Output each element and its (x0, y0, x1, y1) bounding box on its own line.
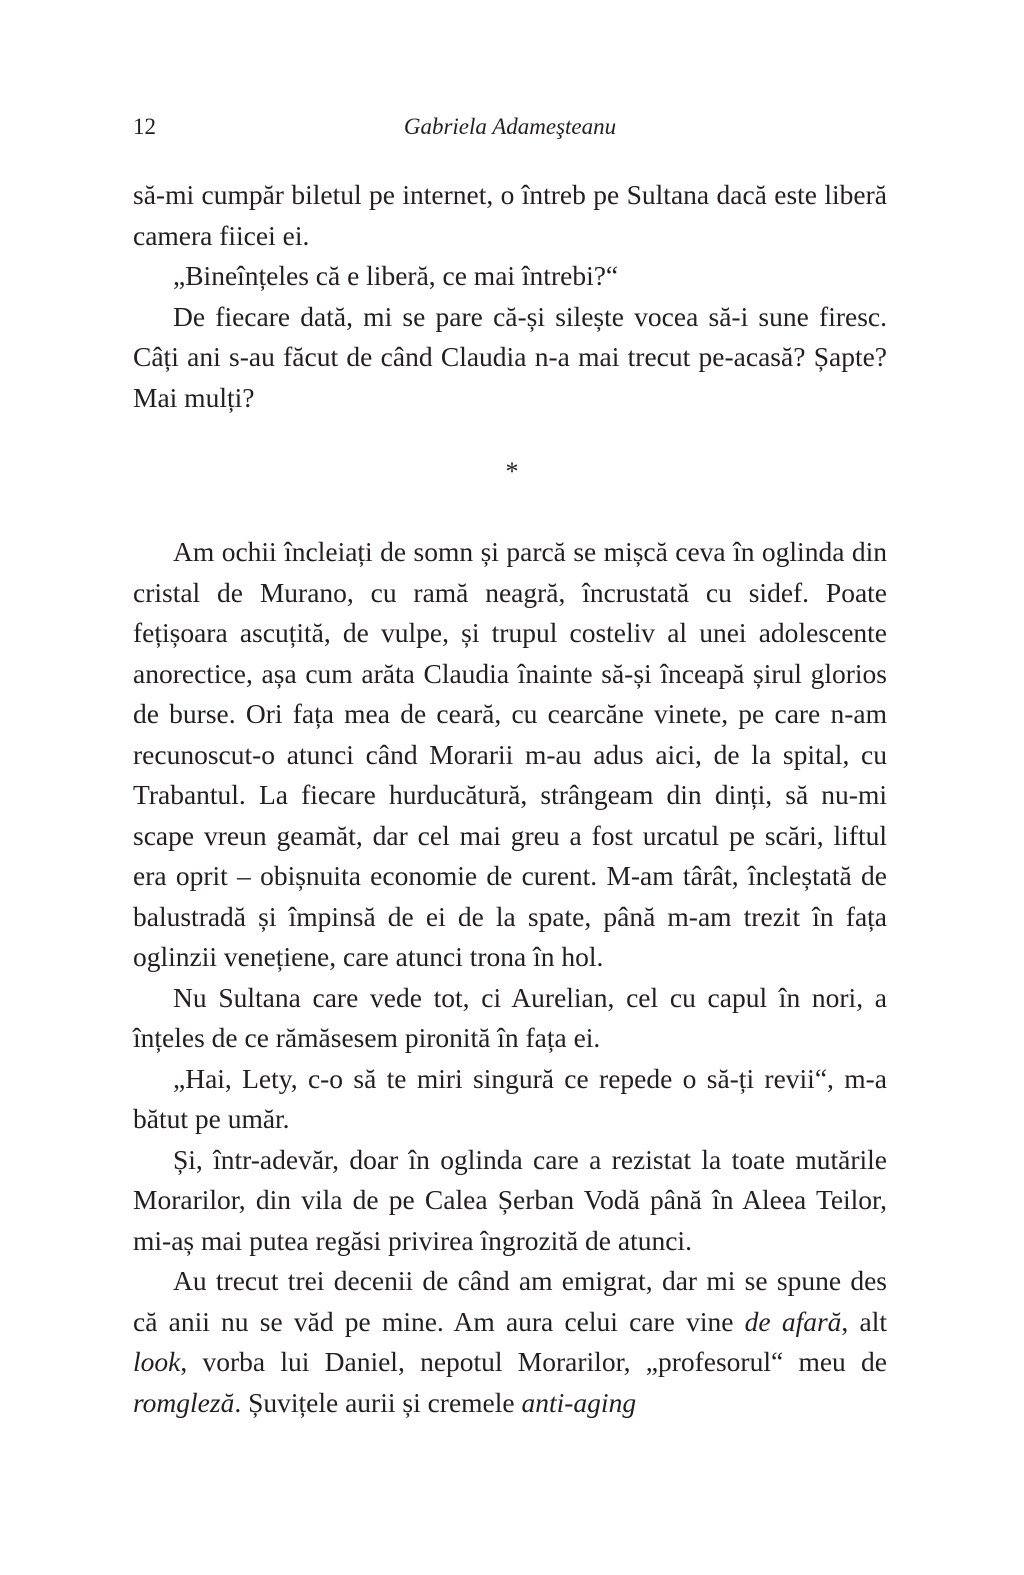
paragraph: Și, într-adevăr, doar în oglinda care a rezistat la toate mutările Morarilor, din vila de pe Calea Șerban Vodă până în Aleea Teilor, mi-aș mai putea regăsi privirea îngrozită de atunci. (133, 1143, 887, 1256)
italic-run: de afară (744, 1305, 842, 1337)
paragraph: Nu Sultana care vede tot, ci Aurelian, cel cu capul în nori, a înțeles de ce rămăsesem pironită în fața ei. (133, 981, 887, 1053)
paragraph: „Bineînțeles că e liberă, ce mai întrebi?“ (173, 260, 619, 291)
italic-run: look (133, 1346, 181, 1377)
page-header (133, 111, 887, 143)
italic-run: romgleză (133, 1386, 235, 1418)
text-run: , vorba lui Daniel, nepotul Morarilor, „profesorul“ meu de (180, 1346, 887, 1377)
section-separator: * (505, 457, 519, 486)
text-block-main (133, 532, 887, 1423)
text-run: . Șuvițele aurii și cremele (234, 1386, 522, 1418)
paragraph-last (133, 1261, 887, 1423)
paragraph: De fiecare dată, mi se pare că-și silește vocea să-i sune firesc. Câți ani s-au făcut de când Claudia n-a mai trecut pe-acasă? Șapte? Mai mulți? (133, 300, 887, 413)
page-number: 12 (133, 114, 156, 139)
paragraph: Am ochii încleiați de somn și parcă se mișcă ceva în oglinda din cristal de Murano, cu ramă neagră, încrustată cu sidef. Poate fețișoara ascuțită, de vulpe, și trupul costeliv al unei adolescente anorectice, așa cum arăta Claudia înainte să-și înceapă șirul glorios de burse. Ori fața mea de ceară, cu cearcăne vinete, pe care n-am recunoscut-o atunci când Morarii m-au adus aici, de la spital, cu Trabantul. La fiecare hurducătură, strângeam din dinți, să nu-mi scape vreun geamăt, dar cel mai greu a fost urcatul pe scări, liftul era oprit – obișnuita economie de curent. M-am târât, încleștată de balustradă și împinsă de ei de la spate, până m-am trezit în fața oglinzii venețiene, care atunci trona în hol. (133, 536, 887, 972)
paragraph: „Hai, Lety, c-o să te miri singură ce repede o să-ți revii“, m-a bătut pe umăr. (133, 1062, 887, 1134)
text-run: Au trecut trei decenii de când am emigrat, dar mi se spune des că anii nu se văd pe mine. Am aura celui care vine (133, 1265, 887, 1337)
text-run: , alt (841, 1305, 887, 1337)
paragraph: să-mi cumpăr biletul pe internet, o întreb pe Sultana dacă este liberă camera fiicei ei. (133, 179, 887, 251)
text-block-top (133, 175, 887, 418)
italic-run: anti-aging (521, 1386, 637, 1418)
running-title: Gabriela Adameşteanu (403, 114, 617, 139)
